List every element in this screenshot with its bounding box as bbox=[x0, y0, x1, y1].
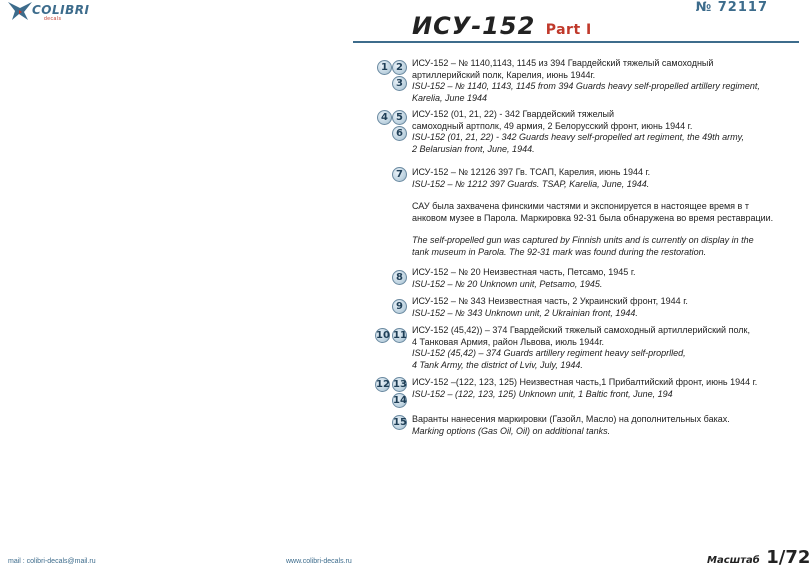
entry-5 bbox=[412, 296, 688, 319]
entry-ru-line: ИСУ-152 – № 12126 397 Гв. ТСАП, Карелия, июнь 1944 г. bbox=[412, 167, 651, 177]
entry-ru-line: Варанты нанесения маркировки (Газойл, Масло) на дополнительных баках. bbox=[412, 414, 730, 424]
entry-ru-line: ИСУ-152 – № 343 Неизвестная часть, 2 Украинский фронт, 1944 г. bbox=[412, 296, 688, 306]
title-main: ИСУ-152 bbox=[412, 12, 536, 40]
title-divider bbox=[353, 41, 799, 43]
entry-4 bbox=[412, 267, 636, 290]
marker-4: 4 bbox=[377, 110, 392, 125]
entry-en-line: Karelia, June 1944 bbox=[412, 92, 488, 103]
entry-en-line: ISU-152 – № 20 Unknown unit, Petsamo, 1945. bbox=[412, 278, 603, 289]
hummingbird-icon bbox=[6, 0, 34, 22]
entry-en-line: ISU-152 – № 343 Unknown unit, 2 Ukrainian front, 1944. bbox=[412, 307, 638, 318]
scale-value: 1/72 bbox=[766, 547, 810, 568]
entry-ru-line: ИСУ-152 – № 20 Неизвестная часть, Петсамо, 1945 г. bbox=[412, 267, 636, 277]
entry-en-line: ISU-152 – (122, 123, 125) Unknown unit, 1 Baltic front, June, 194 bbox=[412, 388, 673, 399]
entry-2 bbox=[412, 109, 744, 155]
entry-ru-line: 4 Танковая Армия, район Львова, июль 1944г. bbox=[412, 336, 604, 347]
marker-5: 5 bbox=[392, 110, 407, 125]
entry-8 bbox=[412, 414, 730, 437]
marker-8: 8 bbox=[392, 270, 407, 285]
entry-ru-line: ИСУ-152 –(122, 123, 125) Неизвестная часть,1 Прибалтийский фронт, июнь 1944 г. bbox=[412, 377, 758, 387]
entry-en-line: ISU-152 – № 1212 397 Guards. TSAP, Karelia, June, 1944. bbox=[412, 178, 650, 189]
marker-14: 14 bbox=[393, 395, 407, 406]
entry-en-line: ISU-152 (45,42) – 374 Guards artillery regiment heavy self-proprlled, bbox=[412, 348, 686, 359]
entry-ru-line: ИСУ-152 (45,42)) – 374 Гвардейский тяжелый самоходный артиллерийский полк, bbox=[412, 325, 750, 335]
marker-13: 13 bbox=[393, 379, 407, 390]
brand-logo bbox=[6, 0, 136, 32]
entry-ru-line: ИСУ-152 (01, 21, 22) - 342 Гвардейский тяжелый bbox=[412, 109, 615, 119]
entry-en-line: 2 Belarusian front, June, 1944. bbox=[412, 143, 535, 154]
entry-en-line: ISU-152 (01, 21, 22) - 342 Guards heavy self-propelled art regiment, the 49th army, bbox=[412, 132, 745, 143]
marker-12: 12 bbox=[376, 379, 390, 390]
page-title bbox=[412, 12, 592, 40]
marker-10: 10 bbox=[376, 330, 390, 341]
entry-ru-line: самоходный артполк, 49 армия, 2 Белорусский фронт, июнь 1944 г. bbox=[412, 120, 693, 131]
brand-name: COLIBRI bbox=[32, 3, 90, 17]
entry-en-line: Marking options (Gas Oil, Oil) on additional tanks. bbox=[412, 425, 611, 436]
marker-6: 6 bbox=[392, 126, 407, 141]
marker-2: 2 bbox=[392, 60, 407, 75]
entry-en-line: 4 Tank Army, the district of Lviv, July, 1944. bbox=[412, 359, 583, 370]
note-en-line: tank museum in Parola. The 92-31 mark was found during the restoration. bbox=[412, 246, 707, 257]
catalog-number: № 72117 bbox=[695, 0, 768, 15]
note-ru-line: САУ была захвачена финскими частями и экспонируется в настоящее время в т bbox=[412, 201, 749, 212]
marker-9: 9 bbox=[392, 299, 407, 314]
brand-subtitle: decals bbox=[44, 16, 62, 22]
scale-indicator bbox=[707, 547, 810, 568]
marker-1: 1 bbox=[377, 60, 392, 75]
marker-7: 7 bbox=[392, 167, 407, 182]
footer-website: www.colibri-decals.ru bbox=[286, 558, 352, 565]
entry-7 bbox=[412, 377, 757, 400]
note-ru-line: анковом музее в Парола. Маркировка 92-31 была обнаружена во время реставрации. bbox=[412, 212, 774, 223]
title-part: Part I bbox=[545, 22, 592, 38]
entry-ru-line: ИСУ-152 – № 1140,1143, 1145 из 394 Гвардейский тяжелый самоходный bbox=[412, 58, 714, 68]
marker-3: 3 bbox=[392, 76, 407, 91]
marker-15: 15 bbox=[393, 417, 407, 428]
entry-1 bbox=[412, 58, 760, 104]
scale-label: Масштаб bbox=[707, 555, 760, 566]
entry-ru-line: артиллерийский полк, Карелия, июнь 1944г. bbox=[412, 69, 596, 80]
entry-6 bbox=[412, 325, 750, 371]
note-en-line: The self-propelled gun was captured by Finnish units and is currently on display in the bbox=[412, 235, 754, 246]
entry-en-line: ISU-152 – № 1140, 1143, 1145 from 394 Guards heavy self-propelled artillery regiment, bbox=[412, 81, 760, 92]
footer-email: mail : colibri-decals@mail.ru bbox=[8, 558, 96, 565]
marker-11: 11 bbox=[393, 330, 407, 341]
entry-3 bbox=[412, 167, 773, 259]
